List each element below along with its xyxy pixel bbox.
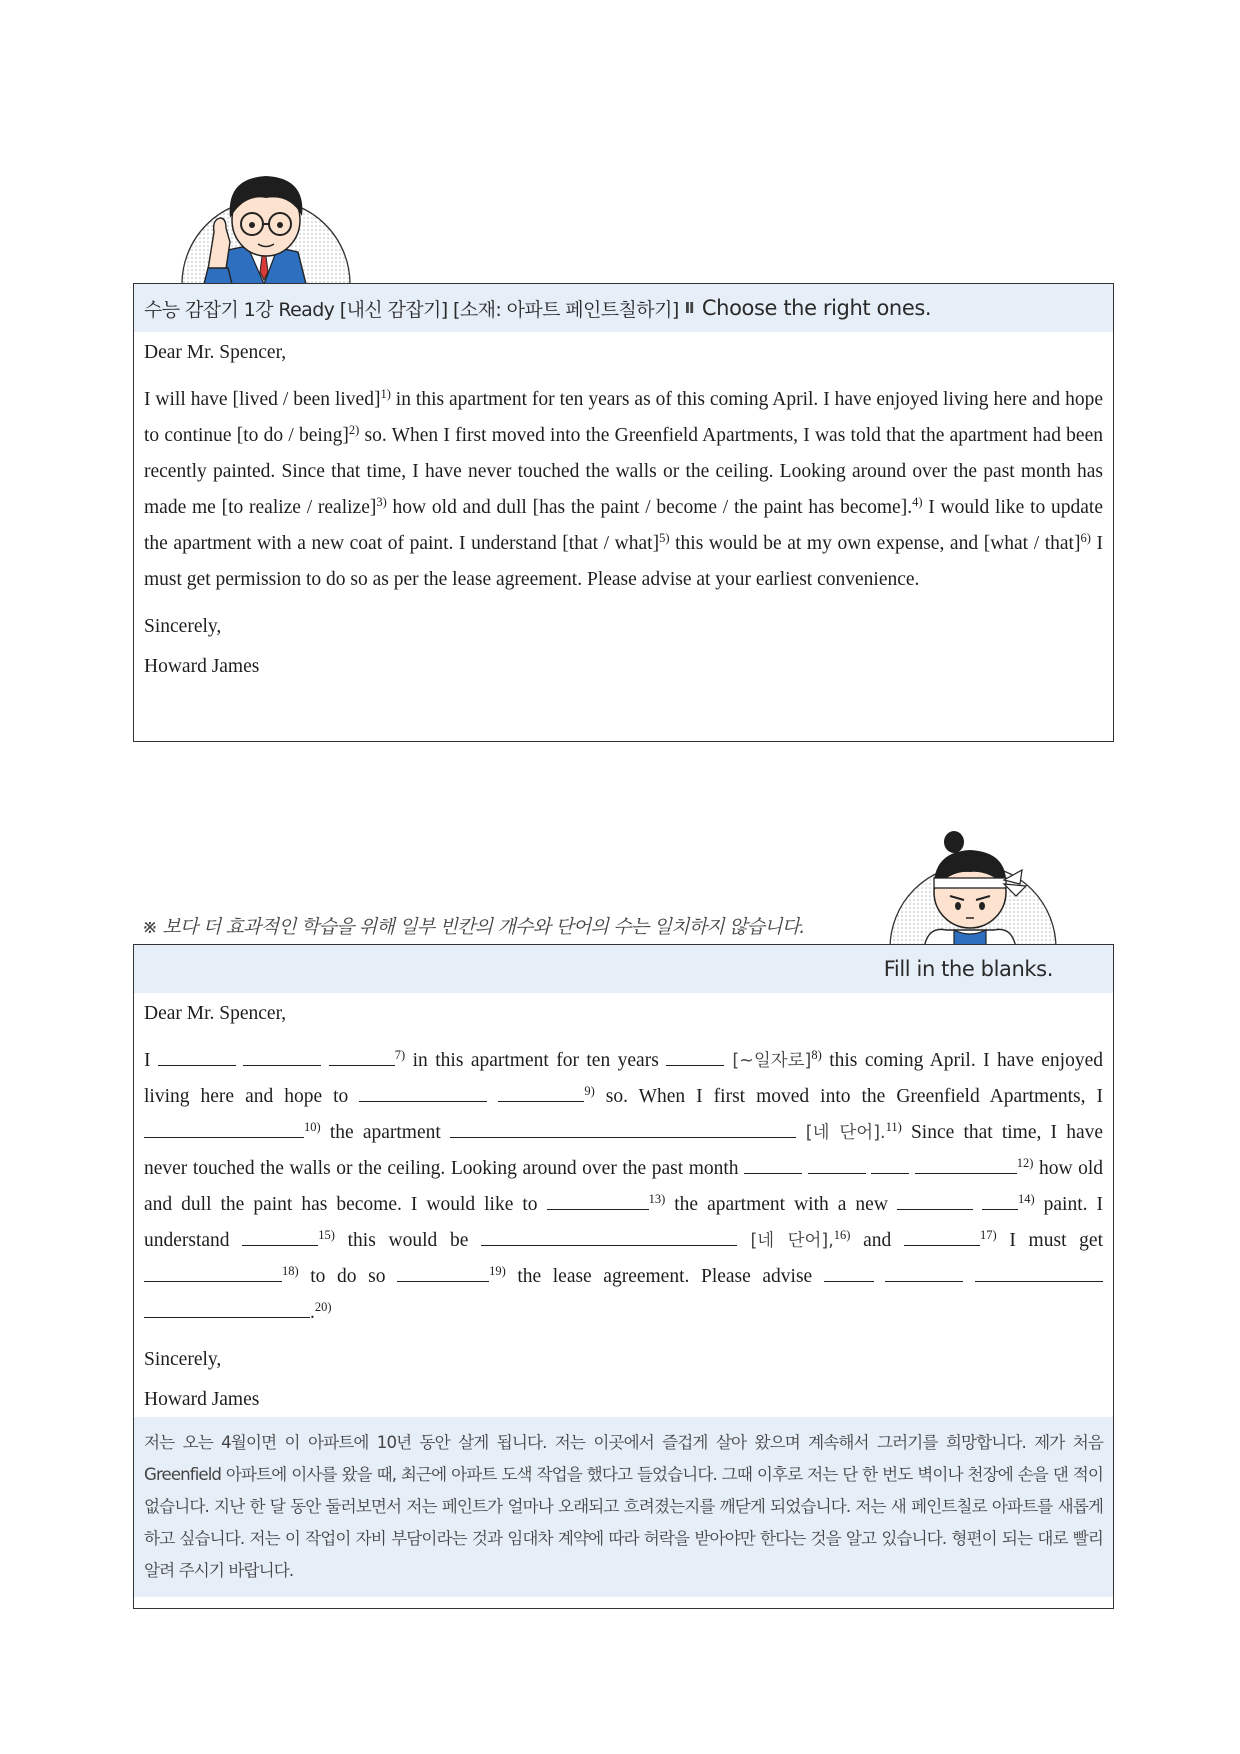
letter-body: I $^{7)}$ in this apartment for ten years [~일자로]$^{8)}$ this coming April. I have enjoyed living here and hope to $^{9)}$ so. When I first moved into the Greenfield Apartments, I $^{10)}$ the apartment [네 단어].$^{11)}$ Since that time, I have never touched the walls or the ceiling. Looking around over the past month $^{12)}$ how old and dull the paint has become. I would like to $^{13)}$ the apartment with a new $^{14)}$ paint. I understand $^{15)}$ this would be [네 단어],$^{16)}$ and $^{17)}$ I must get $^{18)}$ to do so $^{19)}$ the lease agreement. Please advise .$^{20)}$ <box>144 1048 1104 1323</box>
blank[interactable] <box>871 1156 909 1174</box>
blank[interactable] <box>547 1192 649 1210</box>
blank[interactable] <box>666 1048 724 1066</box>
question-number: 16) <box>833 1228 851 1243</box>
letter-body: I will have [lived / been lived]$^{1)}$ in this apartment for ten years as of this coming April. I have enjoyed living here and hope to continue [to do / being]$^{2)}$ so. When I first moved into the Greenfield Apartments, I was told that the apartment had been recently painted. Since that time, I have never touched the walls or the ceiling. Looking around over the past month has made me [to realize / realize]$^{3)}$ how old and dull [has the paint / become / the paint has become].$^{4)}$ I would like to update the apartment with a new coat of paint. I understand [that / what]$^{5)}$ this would be at my own expense, and [what / that]$^{6)}$ I must get permission to do so as per the lease agreement. Please advise at your earliest convenience. <box>144 387 1103 590</box>
blank[interactable] <box>975 1264 1103 1282</box>
instruction-note: ※ 보다 더 효과적인 학습을 위해 일부 빈칸의 개수와 단어의 수는 일치하지 않습니다. <box>142 916 805 938</box>
question-number: 6) <box>1080 531 1091 546</box>
question-number: 13) <box>648 1192 666 1207</box>
blank[interactable] <box>904 1228 980 1246</box>
choose-section <box>133 283 1114 742</box>
signature: Howard James <box>144 1389 260 1410</box>
signature: Howard James <box>144 656 260 677</box>
blank[interactable] <box>897 1192 973 1210</box>
blank[interactable] <box>397 1264 489 1282</box>
section2-header <box>134 945 1113 993</box>
blank[interactable] <box>144 1120 304 1138</box>
question-number: 3) <box>376 495 387 510</box>
question-number: 8) <box>811 1048 822 1063</box>
blank[interactable] <box>915 1156 1017 1174</box>
blank[interactable] <box>359 1084 487 1102</box>
letter-fill <box>134 993 1113 1417</box>
blank[interactable] <box>498 1084 584 1102</box>
student-character-illustration <box>888 826 1058 948</box>
question-number: 4) <box>912 495 923 510</box>
section1-instruction: Choose the right ones. <box>701 296 932 320</box>
blank[interactable] <box>242 1228 318 1246</box>
section2-instruction: Fill in the blanks. <box>883 957 1053 981</box>
blank[interactable] <box>744 1156 802 1174</box>
question-number: 12) <box>1016 1156 1034 1171</box>
question-number: 17) <box>980 1228 997 1243</box>
blank[interactable] <box>158 1048 236 1066</box>
hint: [네 단어], <box>737 1231 834 1251</box>
teacher-character-illustration <box>178 172 354 284</box>
question-number: 10) <box>304 1120 321 1135</box>
blank[interactable] <box>329 1048 395 1066</box>
closing: Sincerely, <box>144 1349 222 1370</box>
salutation: Dear Mr. Spencer, <box>144 1003 287 1024</box>
question-number: 14) <box>1017 1192 1035 1207</box>
question-number: 18) <box>282 1264 299 1279</box>
hint: [~일자로] <box>724 1051 812 1071</box>
header-separator: Ⅱ <box>684 299 694 317</box>
blank[interactable] <box>808 1156 866 1174</box>
blank[interactable] <box>481 1228 737 1246</box>
fill-blanks-section <box>133 944 1114 1609</box>
question-number: 15) <box>318 1228 335 1243</box>
closing: Sincerely, <box>144 616 222 637</box>
question-number: 1) <box>380 387 391 402</box>
salutation: Dear Mr. Spencer, <box>144 342 287 363</box>
blank[interactable] <box>885 1264 963 1282</box>
question-number: 9) <box>584 1084 595 1099</box>
section1-header <box>134 284 1113 332</box>
question-number: 5) <box>659 531 670 546</box>
korean-translation: 저는 오는 4월이면 이 아파트에 10년 동안 살게 됩니다. 저는 이곳에서 즐겁게 살아 왔으며 계속해서 그러기를 희망합니다. 제가 처음 Greenfield 아파트에 이사를 왔을 때, 최근에 아파트 도색 작업을 했다고 들었습니다. 그때 이후로 저는 단 한 번도 벽이나 천장에 손을 댄 적이 없습니다. 지난 한 달 동안 둘러보면서 저는 페인트가 얼마나 오래되고 흐려졌는지를 깨닫게 되었습니다. 저는 새 페인트칠로 아파트를 새롭게 하고 싶습니다. 저는 이 작업이 자비 부담이라는 것과 임대차 계약에 따라 허락을 받아야만 한다는 것을 알고 있습니다. 형편이 되는 대로 빨리 알려 주시기 바랍니다. <box>134 1417 1113 1597</box>
hint: [네 단어]. <box>795 1123 886 1143</box>
blank[interactable] <box>144 1300 310 1318</box>
section1-header-title: 수능 감잡기 1강 Ready [내신 감잡기] [소재: 아파트 페인트칠하기] <box>144 298 679 321</box>
blank[interactable] <box>243 1048 321 1066</box>
blank[interactable] <box>982 1192 1018 1210</box>
blank[interactable] <box>144 1264 282 1282</box>
question-number: 7) <box>394 1048 406 1063</box>
question-number: 20) <box>314 1300 332 1315</box>
question-number: 2) <box>348 423 360 438</box>
question-number: 11) <box>885 1120 902 1135</box>
letter-choose <box>134 332 1113 686</box>
blank[interactable] <box>450 1120 796 1138</box>
blank[interactable] <box>824 1264 874 1282</box>
question-number: 19) <box>489 1264 506 1279</box>
